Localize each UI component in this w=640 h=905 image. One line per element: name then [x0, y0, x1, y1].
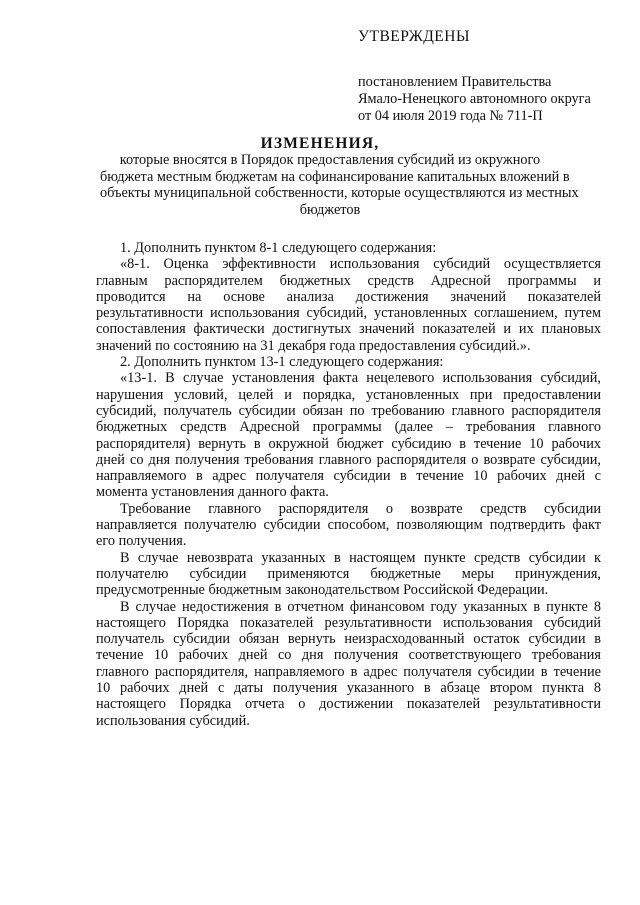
paragraph-line: «13-1. В случае установления факта нецелевого использования субсидий,: [120, 370, 601, 387]
paragraph-line: дней со дня получения требования главного распорядителя о возврате субсидии,: [96, 451, 601, 468]
paragraph-line: бюджетных средств Адресной программы (далее – требования главного: [96, 419, 601, 436]
paragraph-line: «8-1. Оценка эффективности использования субсидий осуществляется: [120, 256, 601, 273]
paragraph-line: В случае невозврата указанных в настоящем пункте средств субсидии к: [120, 549, 601, 566]
paragraph: [96, 550, 601, 599]
subtitle-line: бюджета местным бюджетам на софинансирование капитальных вложений в: [100, 168, 570, 185]
paragraph-line: настоящего Порядка показателей результативности использования субсидий: [96, 614, 601, 631]
paragraph-line: его получения.: [96, 533, 187, 550]
paragraph-line: направляемого в адрес получателя субсидии в течение 10 рабочих дней с: [96, 468, 601, 485]
paragraph-line: субсидий, получатель субсидии обязан по требованию главного распорядителя: [96, 402, 601, 419]
paragraph: [96, 354, 601, 370]
approval-title: УТВЕРЖДЕНЫ: [358, 28, 470, 45]
paragraph-line: значений по состоянию на 31 декабря года предоставления субсидий.».: [96, 337, 531, 354]
paragraph: [96, 256, 601, 354]
paragraph-line: 2. Дополнить пунктом 13-1 следующего содержания:: [120, 354, 444, 371]
subtitle-line: бюджетов: [299, 201, 361, 218]
document-subtitle: [100, 152, 579, 218]
paragraph-line: получатель субсидии обязан вернуть неизрасходованный остаток субсидии в: [96, 631, 601, 648]
paragraph-line: использования субсидий.: [96, 712, 250, 729]
subtitle-line: объекты муниципальной собственности, которые осуществляются из местных: [100, 185, 579, 201]
paragraph: [96, 240, 601, 256]
paragraph: [96, 370, 601, 500]
approval-line: от 04 июля 2019 года № 711-П: [358, 108, 543, 124]
paragraph-line: течение 10 рабочих дней со дня получения соответствующего требования: [96, 647, 601, 664]
paragraph-line: сопоставления фактически достигнутых значений показателей и их плановых: [96, 321, 601, 338]
approval-line: постановлением Правительства: [358, 74, 552, 90]
paragraph-line: главным распорядителем бюджетных средств Адресной программы и: [96, 272, 601, 289]
paragraph-line: главного распорядителя, направляемого в адрес получателя субсидии в течение: [96, 663, 601, 680]
paragraph-line: момента установления данного факта.: [96, 484, 329, 501]
subtitle-line: которые вносятся в Порядок предоставления субсидий из окружного: [119, 152, 541, 168]
paragraph-line: результативности использования субсидий, установленных соглашением, путем: [96, 305, 601, 322]
paragraph-line: 1. Дополнить пунктом 8-1 следующего содержания:: [120, 240, 437, 256]
paragraph-line: проводится на основе анализа достижения значений показателей: [96, 288, 601, 305]
paragraph-line: настоящего Порядка отчета о достижении показателей результативности: [96, 696, 601, 713]
paragraph: [96, 501, 601, 550]
paragraph-line: нарушения условий, целей и порядка, установленных при предоставлении: [96, 386, 601, 403]
paragraph-line: предусмотренные бюджетным законодательством Российской Федерации.: [96, 582, 549, 599]
document-body: [96, 240, 601, 729]
paragraph-line: В случае недостижения в отчетном финансовом году указанных в пункте 8: [120, 598, 601, 615]
paragraph-line: распорядителя) вернуть в окружной бюджет субсидию в течение 10 рабочих: [96, 435, 601, 452]
paragraph-line: получателю субсидии применяются бюджетные меры принуждения,: [96, 565, 601, 582]
document-heading: ИЗМЕНЕНИЯ,: [260, 135, 380, 152]
approval-line: Ямало-Ненецкого автономного округа: [358, 91, 591, 107]
approval-block: [358, 28, 618, 125]
paragraph-line: направляется получателю субсидии способом, позволяющим подтвердить факт: [96, 517, 601, 534]
paragraph: [96, 599, 601, 729]
paragraph-line: Требование главного распорядителя о возврате средств субсидии: [120, 500, 601, 517]
paragraph-line: 10 рабочих дней с даты получения указанного в абзаце втором пункта 8: [96, 680, 601, 697]
